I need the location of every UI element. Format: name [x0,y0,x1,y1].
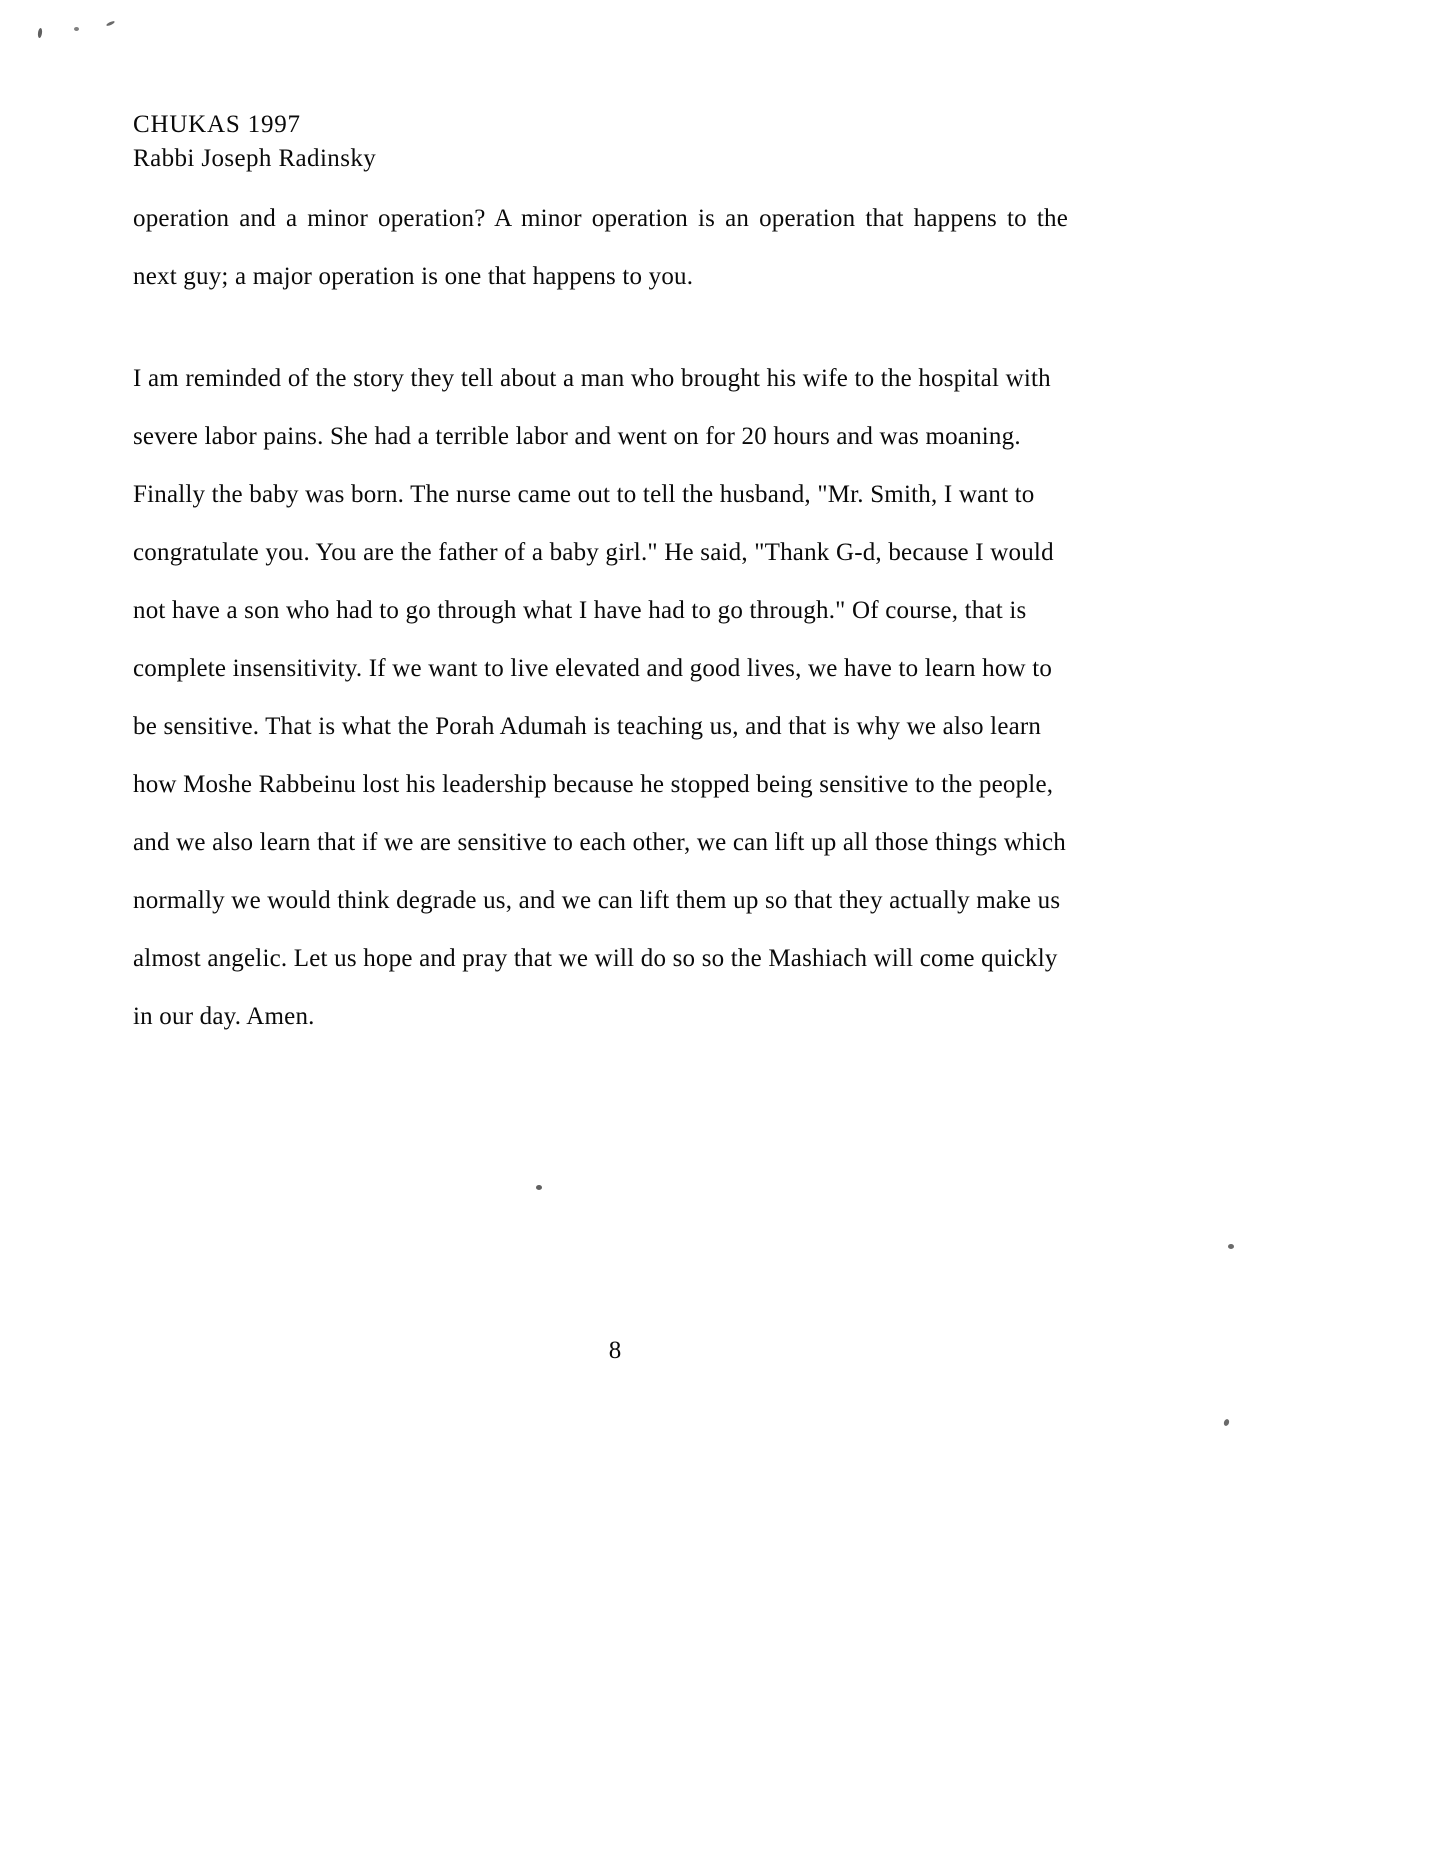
document-title: CHUKAS 1997 [133,111,301,138]
scan-artifact-speck [37,28,42,38]
scan-artifact-speck [1228,1244,1234,1249]
document-header [133,108,833,176]
scan-artifact-speck [106,20,115,27]
scan-artifact-speck [1223,1418,1230,1426]
scan-artifact-speck [74,27,79,31]
page-number: 8 [608,1337,622,1364]
paragraph: I am reminded of the story they tell about a man who brought his wife to the hospital with severe labor pains. She had a terrible labor and went on for 20 hours and was moaning. Finally the baby was born. The nurse came out to tell the husband, "Mr. Smith, I want to congratulate you. You are the father of a baby girl." He said, "Thank G-d, because I would not have a son who had to go through what I have had to go through." Of course, that is complete insensitivity. If we want to live elevated and good lives, we have to learn how to be sensitive. That is what the Porah Adumah is teaching us, and that is why we also learn how Moshe Rabbeinu lost his leadership because he stopped being sensitive to the people, and we also learn that if we are sensitive to each other, we can lift up all those things which normally we would think degrade us, and we can lift them up so that they actually make us almost angelic. Let us hope and pray that we will do so so the Mashiach will come quickly in our day. Amen. [133,365,1066,1030]
scan-artifact-speck [536,1185,542,1190]
paragraph: operation and a minor operation? A minor operation is an operation that happens to the next guy; a major operation is one that happens to you. [133,205,1068,290]
document-author: Rabbi Joseph Radinsky [133,145,377,172]
document-body [133,190,1068,1046]
